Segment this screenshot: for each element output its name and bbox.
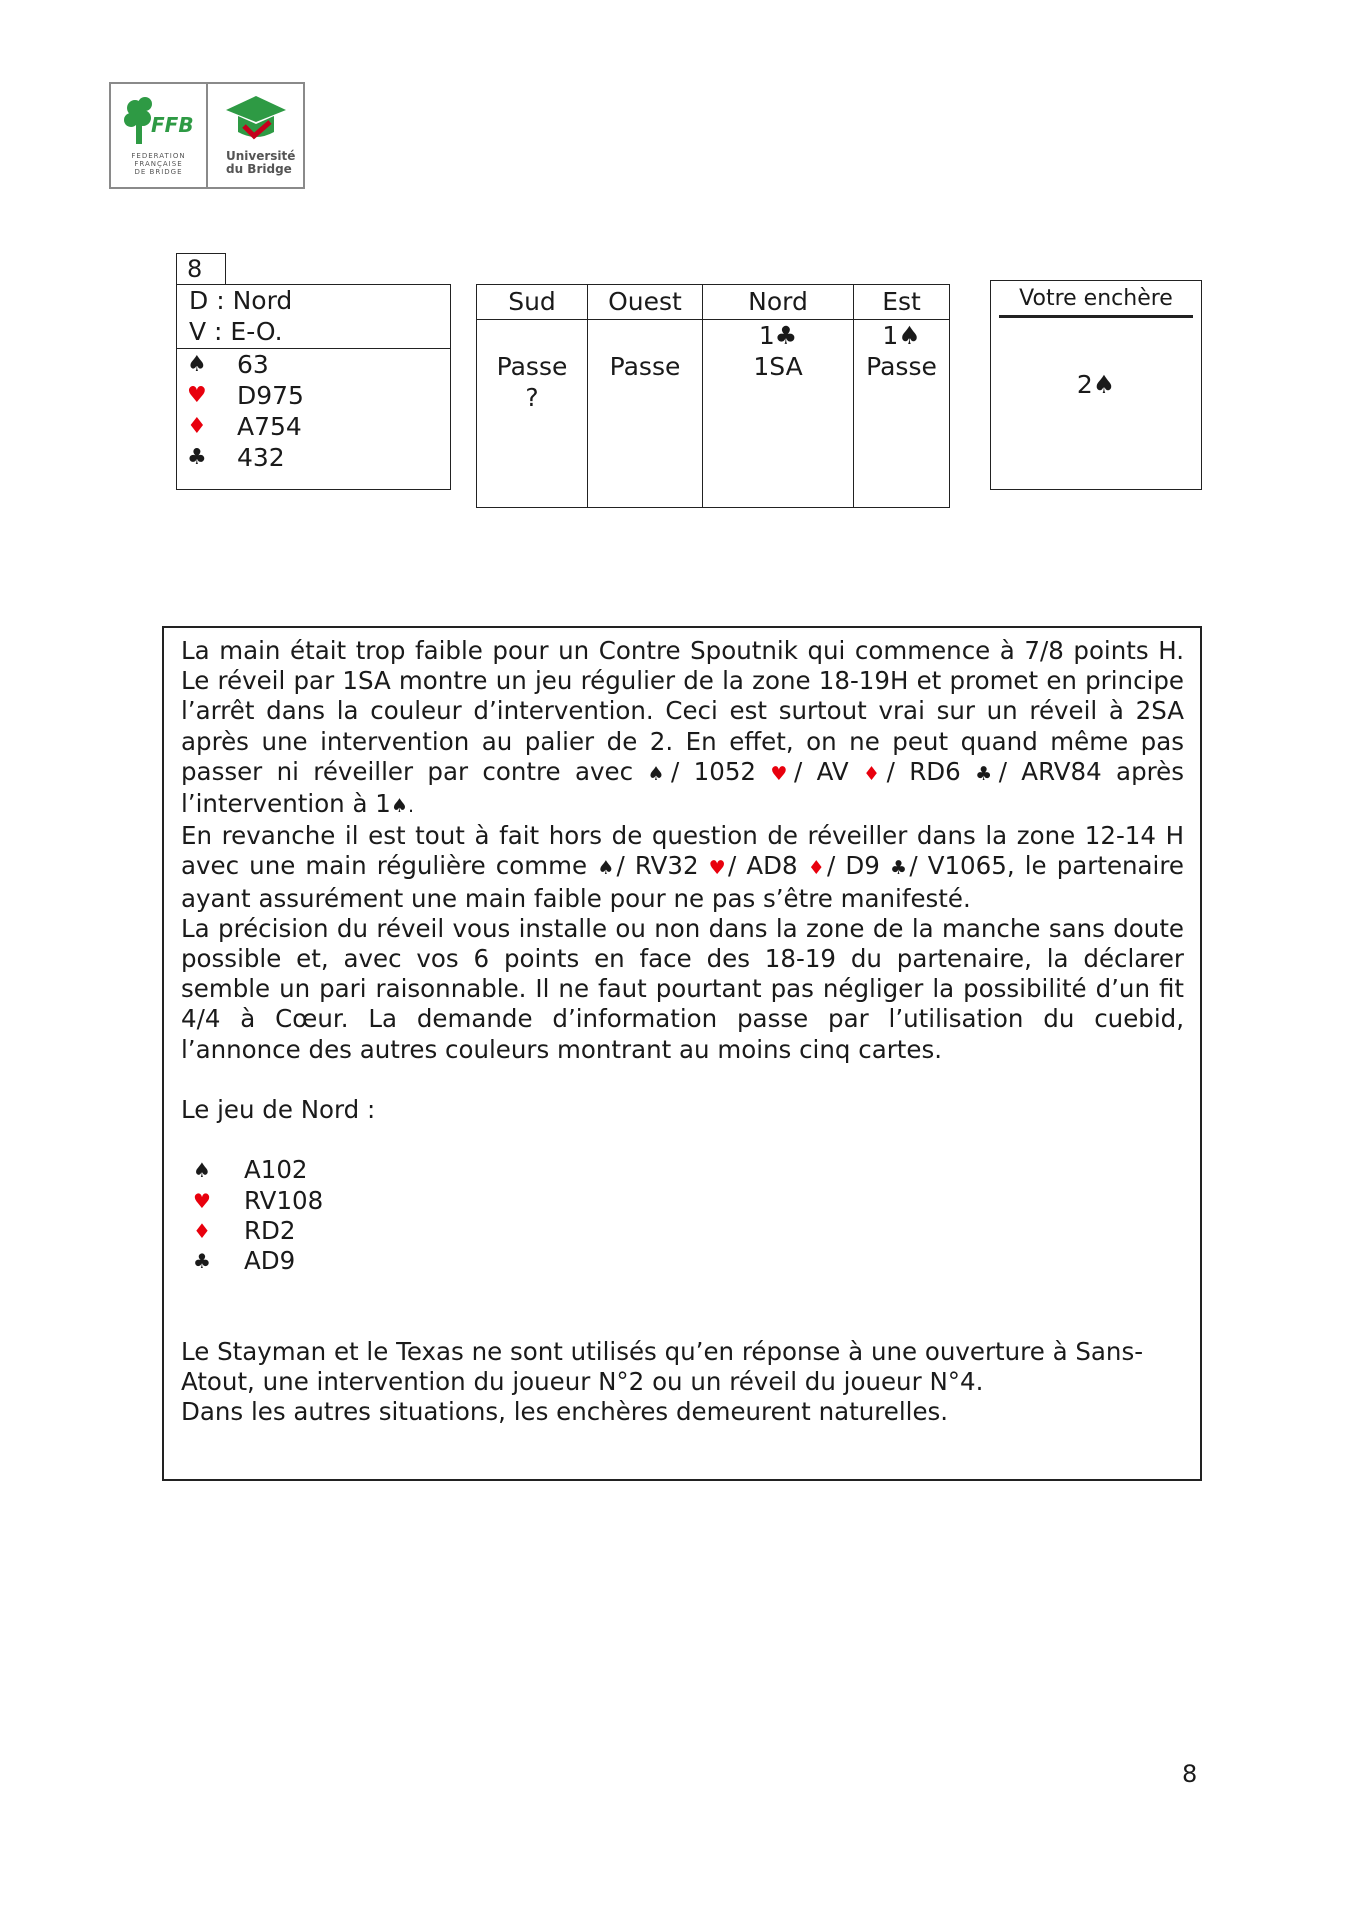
text-run: / D9 bbox=[827, 851, 890, 881]
hand-row-diamonds bbox=[177, 411, 450, 442]
heart-icon: ♥ bbox=[708, 857, 728, 880]
south-hand-box bbox=[176, 284, 451, 490]
bid-cell bbox=[703, 382, 853, 413]
bidding-table bbox=[476, 284, 950, 508]
ffb-subtitle bbox=[115, 152, 202, 176]
hand-row-spades bbox=[177, 349, 450, 380]
north-hand bbox=[181, 1155, 1184, 1276]
spade-icon: ♠ bbox=[597, 857, 617, 880]
bid-cell: Passe bbox=[496, 352, 568, 381]
dealer-vulnerability bbox=[177, 285, 450, 349]
universite-line: du Bridge bbox=[226, 162, 292, 176]
explanation-paragraph bbox=[181, 636, 1184, 821]
club-icon: ♣ bbox=[889, 857, 910, 880]
club-icon: ♣ bbox=[193, 1248, 211, 1273]
ffb-sub-line: FEDERATION bbox=[131, 152, 186, 160]
graduation-cap-icon bbox=[220, 92, 292, 146]
bid-cell: ? bbox=[525, 383, 539, 412]
bid-cell bbox=[588, 320, 702, 351]
ffb-sub-line: FRANÇAISE bbox=[134, 160, 183, 168]
hand-cards: AD9 bbox=[244, 1245, 296, 1275]
bid-cell: Passe bbox=[866, 352, 937, 381]
explanation-paragraph: Dans les autres situations, les enchères demeurent naturelles. bbox=[181, 1396, 949, 1426]
north-hand-row-clubs bbox=[181, 1246, 1184, 1276]
bid-header: Sud bbox=[477, 285, 587, 320]
bid-column-sud bbox=[477, 285, 587, 507]
club-icon: ♣ bbox=[187, 445, 207, 470]
spade-icon: ♠ bbox=[390, 795, 408, 818]
north-hand-row-hearts bbox=[181, 1186, 1184, 1216]
bid-cell: 1SA bbox=[753, 352, 803, 381]
your-bid-title: Votre enchère bbox=[999, 287, 1193, 318]
hand-cards: A102 bbox=[244, 1155, 308, 1185]
explanation-paragraph: La précision du réveil vous installe ou non dans la zone de la manche sans doute possible et, avec vos 6 points en face des 18-19 du partenaire, la déclarer semble un pari raisonnable. Il ne faut pourtant pas négliger la possibilité d’un fit 4/4 à Cœur. La demande d’information passe par l’utilisation du cuebid, l’annonce des autres couleurs montrant au moins cinq cartes. bbox=[181, 913, 1184, 1064]
text-run: La main était trop faible pour un Contre Spoutnik qui commence à 7/8 points H. Le réveil par 1SA montre un jeu régulier de la zone 18-19H et promet en principe l’arrêt dans la couleur d’intervention. Ceci est surtout vrai sur un réveil à 2SA après une intervention au palier de 2. En effet, on ne peut quand même pas passer ni réveiller par contre avec bbox=[181, 636, 1184, 786]
ffb-logo-panel bbox=[111, 84, 206, 187]
text-run: / V1065, le partenaire ayant assurément une main faible pour ne pas s’être manifesté. bbox=[181, 851, 1184, 913]
hand-cards: 63 bbox=[237, 350, 269, 379]
hand-row-hearts bbox=[177, 380, 450, 411]
bid-cell bbox=[854, 382, 949, 413]
heart-icon: ♥ bbox=[193, 1188, 211, 1213]
text-run: / RV32 bbox=[616, 851, 709, 881]
text-run: / 1052 bbox=[671, 756, 771, 786]
text-run: / RD6 bbox=[886, 756, 976, 786]
text-run: / AV bbox=[794, 756, 863, 786]
ffb-sub-line: DE BRIDGE bbox=[134, 168, 183, 176]
hand-cards: RV108 bbox=[244, 1185, 324, 1215]
bid-cell bbox=[588, 382, 702, 413]
ffb-logo bbox=[109, 82, 305, 189]
universite-line: Université bbox=[226, 149, 296, 163]
explanation-paragraph: Le Stayman et le Texas ne sont utilisés qu’en réponse à une ouverture à Sans-Atout, une intervention du joueur N°2 ou un réveil du joueur N°4. bbox=[181, 1336, 1144, 1396]
bid-header: Est bbox=[854, 285, 949, 320]
heart-icon: ♥ bbox=[770, 762, 795, 785]
hand-cards: 432 bbox=[237, 443, 285, 472]
your-bid-answer: 2♠ bbox=[1076, 370, 1116, 399]
north-hand-row-diamonds bbox=[181, 1216, 1184, 1246]
bid-column-ouest bbox=[587, 285, 702, 507]
spade-icon: ♠ bbox=[193, 1158, 211, 1183]
universite-text bbox=[226, 150, 295, 176]
your-bid-box bbox=[990, 280, 1202, 490]
club-icon: ♣ bbox=[975, 762, 999, 785]
bid-column-est bbox=[853, 285, 949, 507]
bid-column-nord bbox=[702, 285, 853, 507]
ffb-logo-text: FFB bbox=[151, 113, 194, 137]
page-number: 8 bbox=[1182, 1760, 1198, 1788]
explanation-paragraph bbox=[181, 821, 1184, 914]
diamond-icon: ♦ bbox=[862, 762, 887, 785]
bid-cell: Passe bbox=[609, 352, 681, 381]
bid-header: Nord bbox=[703, 285, 853, 320]
universite-logo-panel bbox=[206, 84, 303, 187]
spade-icon: ♠ bbox=[187, 352, 207, 377]
diamond-icon: ♦ bbox=[807, 857, 828, 880]
text-run: / ARV84 après l’intervention à 1 bbox=[181, 756, 1184, 819]
text-run: En revanche il est tout à fait hors de question de réveiller dans la zone 12-14 H avec une main régulière comme bbox=[181, 821, 1184, 881]
diamond-icon: ♦ bbox=[193, 1218, 211, 1243]
dealer-label: D : Nord bbox=[189, 286, 293, 315]
vulnerability-label: V : E-O. bbox=[189, 317, 283, 346]
bid-header: Ouest bbox=[588, 285, 702, 320]
diamond-icon: ♦ bbox=[187, 414, 207, 439]
bid-cell: 1♠ bbox=[882, 321, 921, 350]
deal-number: 8 bbox=[176, 253, 226, 285]
heart-icon: ♥ bbox=[187, 383, 207, 408]
north-hand-row-spades bbox=[181, 1155, 1184, 1185]
hand-cards: RD2 bbox=[244, 1215, 296, 1245]
text-run: / AD8 bbox=[728, 851, 808, 881]
spade-icon: ♠ bbox=[647, 762, 672, 785]
bid-cell: 1♣ bbox=[758, 321, 798, 350]
hand-cards: D975 bbox=[237, 381, 304, 410]
north-hand-label: Le jeu de Nord : bbox=[181, 1095, 376, 1125]
bid-cell bbox=[477, 320, 587, 351]
text-run: . bbox=[407, 795, 414, 818]
hand-cards: A754 bbox=[237, 412, 302, 441]
hand-row-clubs bbox=[177, 442, 450, 473]
explanation-box bbox=[162, 626, 1202, 1481]
ffb-tree-icon bbox=[121, 94, 195, 150]
